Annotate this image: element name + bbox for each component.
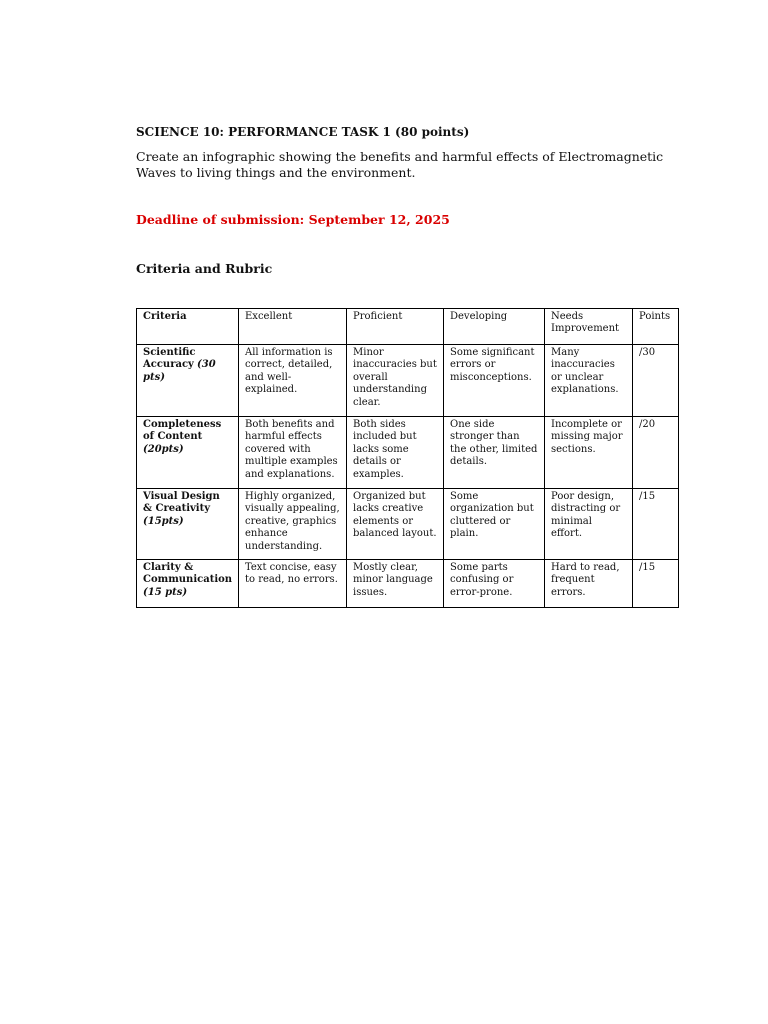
points-cell: /15 (633, 489, 679, 560)
excellent-cell: Text concise, easy to read, no errors. (239, 560, 347, 608)
criterion-cell (137, 560, 239, 608)
criterion-name: Visual Design & Creativity (143, 491, 220, 515)
needs-improvement-cell: Many inaccuracies or unclear explanations. (545, 345, 633, 417)
developing-cell: Some significant errors or misconceptions. (444, 345, 545, 417)
rubric-row-scientific-accuracy (137, 345, 679, 417)
header-criteria: Criteria (137, 309, 239, 345)
excellent-cell: Highly organized, visually appealing, creative, graphics enhance understanding. (239, 489, 347, 560)
criterion-points-note: (15pts) (143, 515, 184, 527)
needs-improvement-cell: Poor design, distracting or minimal effort. (545, 489, 633, 560)
rubric-row-completeness (137, 417, 679, 489)
rubric-heading: Criteria and Rubric (136, 261, 273, 276)
needs-improvement-cell: Hard to read, frequent errors. (545, 560, 633, 608)
header-proficient: Proficient (347, 309, 444, 345)
excellent-cell: All information is correct, detailed, and well-explained. (239, 345, 347, 417)
developing-cell: Some parts confusing or error-prone. (444, 560, 545, 608)
criterion-points-note: (30 pts) (143, 359, 216, 383)
excellent-cell: Both benefits and harmful effects covered with multiple examples and explanations. (239, 417, 347, 489)
proficient-cell: Mostly clear, minor language issues. (347, 560, 444, 608)
task-instructions: Create an infographic showing the benefits and harmful effects of Electromagnetic Waves to living things and the environment. (136, 149, 664, 180)
header-points: Points (633, 309, 679, 345)
task-title: SCIENCE 10: PERFORMANCE TASK 1 (80 points) (136, 125, 470, 139)
proficient-cell: Organized but lacks creative elements or balanced layout. (347, 489, 444, 560)
rubric-table (136, 308, 679, 608)
criterion-cell (137, 417, 239, 489)
header-developing: Developing (444, 309, 545, 345)
criterion-cell (137, 489, 239, 560)
criterion-name: Clarity & Communication (143, 562, 233, 586)
criterion-cell (137, 345, 239, 417)
points-cell: /20 (633, 417, 679, 489)
proficient-cell: Minor inaccuracies but overall understanding clear. (347, 345, 444, 417)
submission-deadline: Deadline of submission: September 12, 2025 (136, 212, 450, 227)
criterion-name: Completeness of Content (143, 419, 222, 443)
needs-improvement-cell: Incomplete or missing major sections. (545, 417, 633, 489)
developing-cell: Some organization but cluttered or plain. (444, 489, 545, 560)
rubric-row-visual-design (137, 489, 679, 560)
developing-cell: One side stronger than the other, limited details. (444, 417, 545, 489)
points-cell: /30 (633, 345, 679, 417)
proficient-cell: Both sides included but lacks some details or examples. (347, 417, 444, 489)
points-cell: /15 (633, 560, 679, 608)
criterion-name: Scientific Accuracy (143, 347, 196, 371)
header-excellent: Excellent (239, 309, 347, 345)
criterion-points-note: (15 pts) (143, 586, 188, 598)
criterion-points-note: (20pts) (143, 443, 184, 455)
header-needs-improvement: Needs Improvement (545, 309, 633, 345)
rubric-header-row (137, 309, 679, 345)
rubric-row-clarity (137, 560, 679, 608)
